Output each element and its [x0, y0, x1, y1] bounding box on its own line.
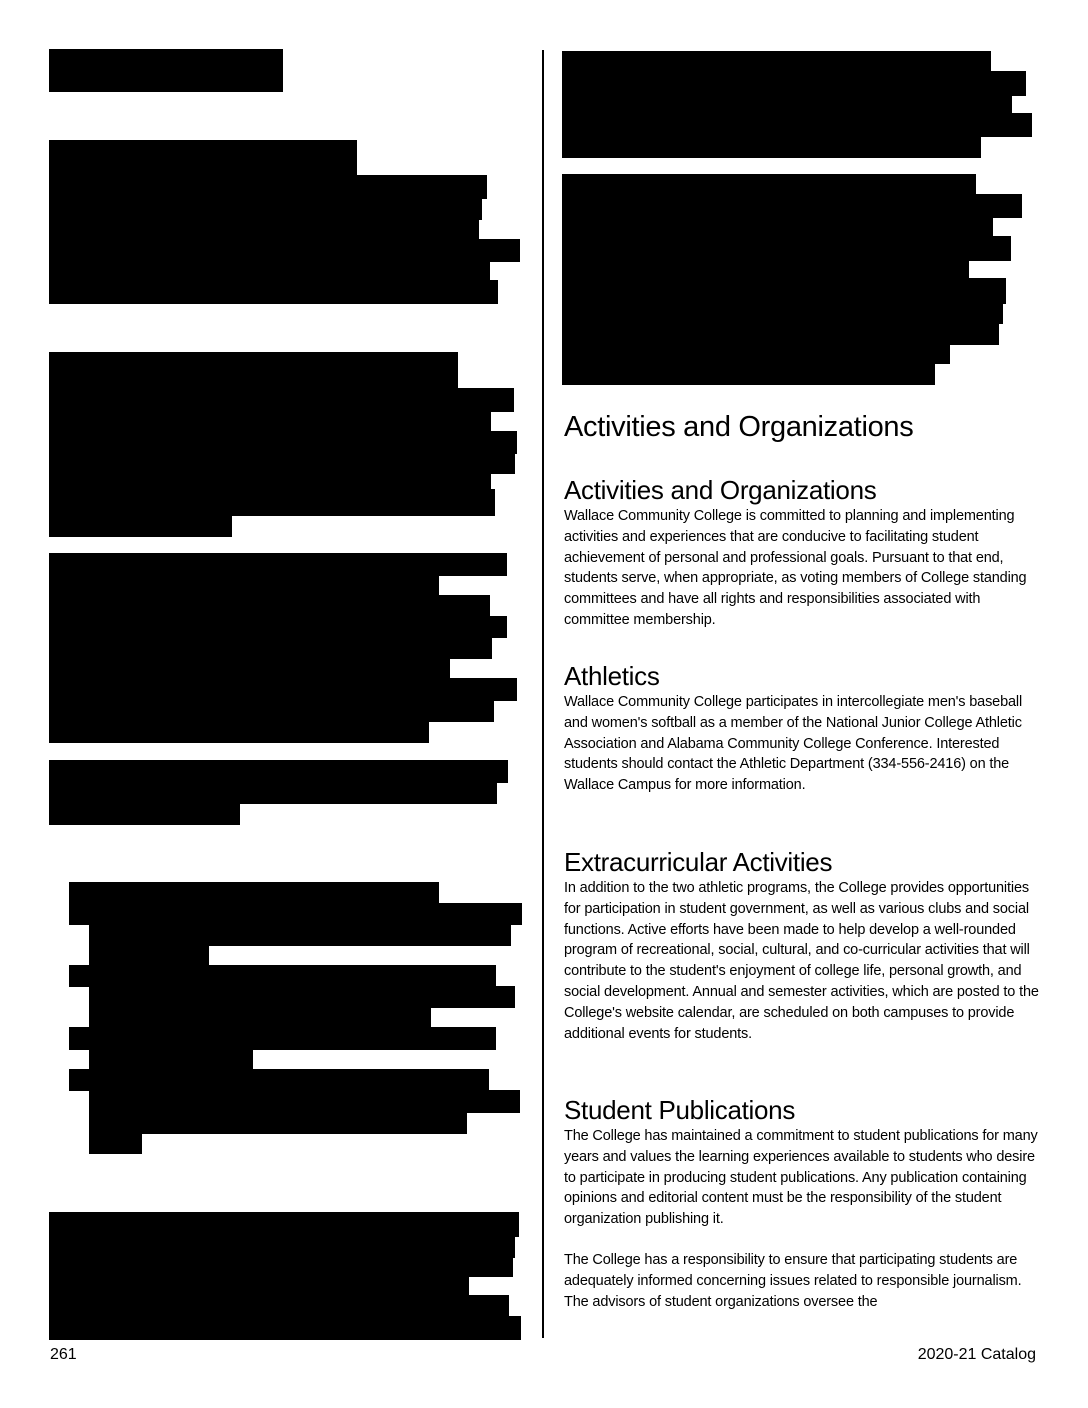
section-athletics	[564, 660, 1042, 796]
section-title: Extracurricular Activities	[564, 847, 833, 877]
page-number: 261	[50, 1346, 77, 1363]
page-heading: Activities and Organizations	[564, 411, 914, 443]
section-title: Student Publications	[564, 1095, 796, 1125]
section-title: Athletics	[564, 661, 660, 691]
section-paragraph: In addition to the two athletic programs, the College provides opportunities for participation in student government, as well as various clubs and social functions. Active efforts have been made to help develop a well-rounded program of recreational, social, cultural, and co-curricular activities that will contribute to the student's enjoyment of college life, personal growth, and social development. Annual and semester activities, which are posted to the College's website calendar, are scheduled on both campuses to provide additional events for students.	[564, 880, 1039, 1042]
section-student-publications	[564, 1094, 1042, 1312]
catalog-label: 2020-21 Catalog	[917, 1346, 1036, 1363]
section-paragraph: The College has a responsibility to ensure that participating students are adequately informed concerning issues related to responsible journalism. The advisors of student organizations oversee the	[564, 1251, 1022, 1310]
column-divider	[542, 50, 544, 1338]
section-title: Activities and Organizations	[564, 475, 877, 505]
section-paragraph: Wallace Community College participates in intercollegiate men's baseball and women's softball as a member of the National Junior College Athletic Association and Alabama Community College Conference. Interested students should contact the Athletic Department (334-556-2416) on the Wallace Campus for more information.	[564, 694, 1023, 794]
section-activities	[564, 474, 1042, 631]
section-paragraph: The College has maintained a commitment to student publications for many years and values the learning experiences available to students who desire to participate in producing student publications. Any publication containing opinions and editorial content must be the responsibility of the student organization publishing it.	[564, 1128, 1038, 1228]
section-extracurricular	[564, 846, 1042, 1044]
section-paragraph: Wallace Community College is committed to planning and implementing activities and experiences that are conducive to facilitating student achievement of personal and professional goals. Pursuant to that end, students serve, when appropriate, as voting members of College standing committees and have all rights and responsibilities associated with committee membership.	[564, 508, 1027, 628]
